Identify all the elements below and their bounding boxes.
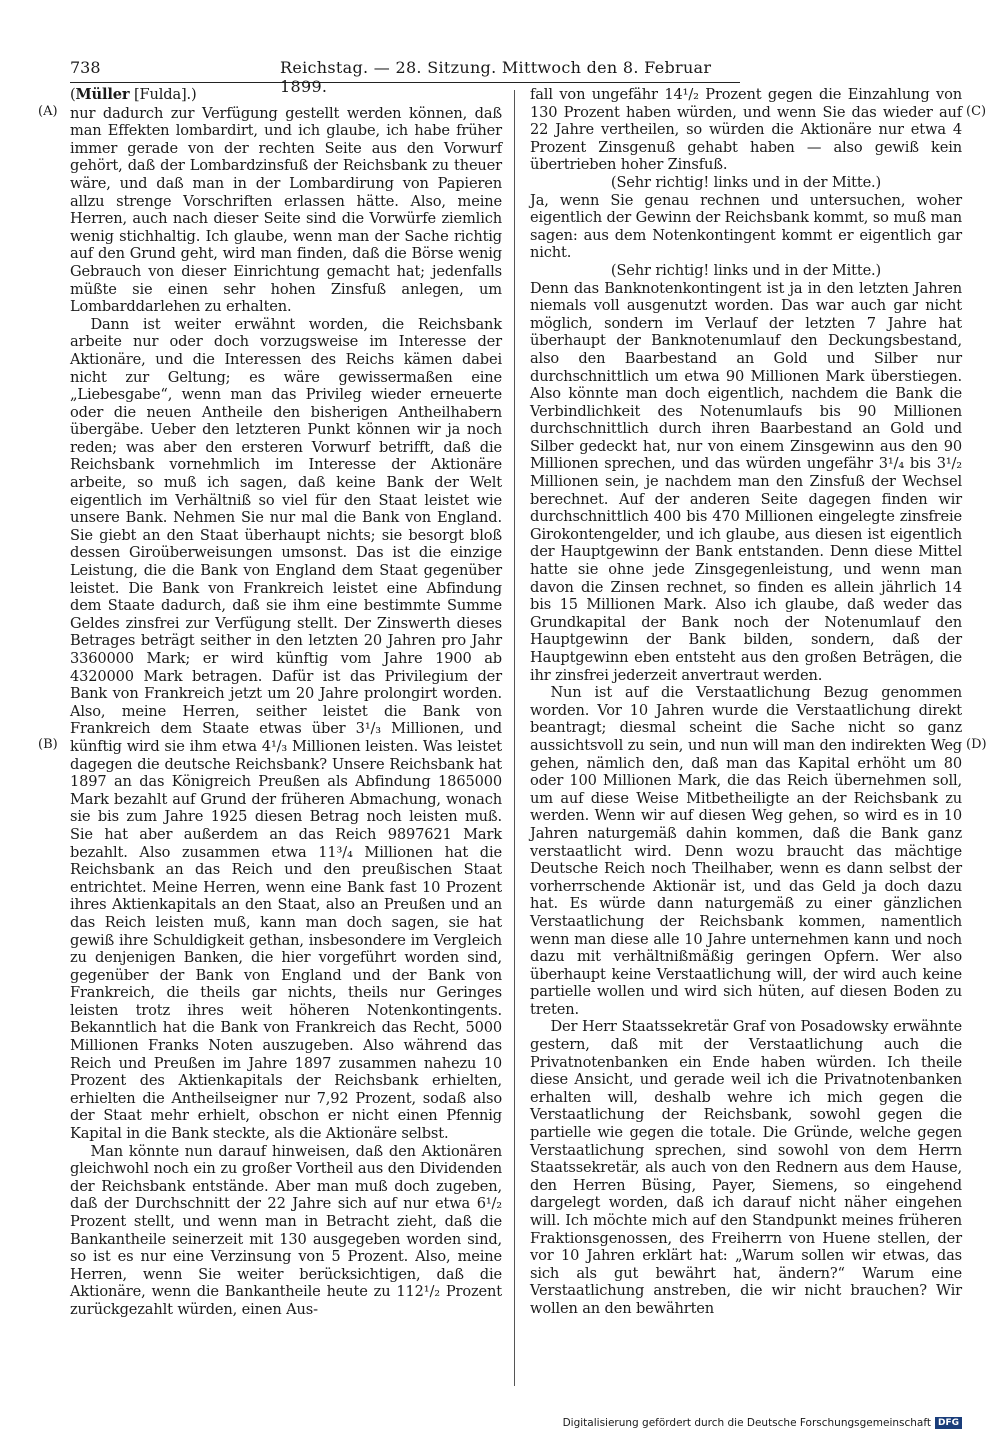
paragraph: fall von ungefähr 14¹/₂ Prozent gegen die Einzahlung von 130 Prozent haben würden, und wenn Sie das wieder auf 22 Jahre vertheilen, so würden die Aktionäre nur etwa 4 Prozent Zinsgenuß gehabt haben — also gewiß kein übertrieben hoher Zinsfuß.	[530, 86, 962, 174]
paragraph: Nun ist auf die Verstaatlichung Bezug genommen worden. Vor 10 Jahren wurde die Verstaatlichung direkt beantragt; diesmal scheint die Sache nicht so ganz aussichtsvoll zu sein, und nun will man den indirekten Weg gehen, nämlich den, daß man das Kapital erhöht um 80 oder 100 Millionen Mark, die das Reich übernehmen soll, um auf diese Weise Mitbetheiligte an der Reichsbank zu werden. Wenn wir auf diesen Weg gehen, so wird es in 10 Jahren naturgemäß dahin kommen, daß die Bank ganz verstaatlicht wird. Denn wozu braucht das mächtige Deutsche Reich noch Theilhaber, wenn es dann selbst der vorherrschende Aktionär ist, und das Geld ja doch dazu hat. Es würde dann naturgemäß zu einer gänzlichen Verstaatlichung der Reichsbank kommen, namentlich wenn man diese alle 10 Jahre unternehmen kann und noch dazu mit verhältnißmäßig geringen Opfern. Wer also überhaupt keine Verstaatlichung will, der wird auch keine partielle wollen und wird sich hüten, auf diesen Boden zu treten.	[530, 684, 962, 1018]
paragraph: Denn das Banknotenkontingent ist ja in den letzten Jahren niemals voll ausgenutzt worden. Das war auch gar nicht möglich, sondern im Verlauf der letzten 7 Jahre hat überhaupt der Banknotenumlauf den Deckungsbestand, also den Baarbestand an Gold und Silber nur durchschnittlich um etwa 90 Millionen Mark überstiegen. Also könnte man doch eigentlich, nachdem die Bank die Verbindlichkeit des Notenumlaufs bis 90 Millionen durchschnittlich durch ihren Baarbestand an Gold und Silber gedeckt hat, nur von einem Zinsgewinn aus den 90 Millionen sprechen, und das würden ungefähr 3¹/₄ bis 3¹/₂ Millionen sein, je nachdem man den Zinsfuß der Wechsel berechnet. Auf der anderen Seite dagegen finden wir durchschnittlich 400 bis 470 Millionen eingelegte zinsfreie Girokontengelder, und ich glaube, aus diesen ist eigentlich der Hauptgewinn der Bank entstanden. Denn diese Mittel hatte sie ohne jede Zinsgegenleistung, und wenn man davon die Zinsen rechnet, so finden es allein jährlich 14 bis 15 Millionen Mark. Also ich glaube, daß weder das Grundkapital der Bank noch der Notenumlauf den Hauptgewinn der Bank bilden, sondern, daß der Hauptgewinn eben entsteht aus den großen Beträgen, die ihr zinsfrei jederzeit anvertraut werden.	[530, 279, 962, 684]
paragraph: nur dadurch zur Verfügung gestellt werden können, daß man Effekten lombardirt, und ich glaube, ich habe früher immer gerade von der rechten Seite aus den Vorwurf gehört, daß der Lombardzinsfuß der Reichsbank zu theuer wäre, und daß man in der Lombardirung von Papieren allzu strenge Vorschriften erlassen hätte. Also, meine Herren, auch nach dieser Seite sind die Vorwürfe ziemlich wenig stichhaltig. Ich glaube, wenn man der Sache richtig auf den Grund geht, wird man finden, daß die Börse wenig Gebrauch von dieser Einrichtung gemacht hat; jedenfalls müßte sie einen sehr hohen Zinsfuß anlegen, um Lombarddarlehen zu erhalten.	[70, 104, 502, 316]
paragraph: Der Herr Staatssekretär Graf von Posadowsky erwähnte gestern, daß mit der Verstaatlichung auch die Privatnotenbanken ein Ende haben würden. Ich theile diese Ansicht, und gerade weil ich die Privatnotenbanken erhalten will, deshalb wehre ich mich gegen die Verstaatlichung der Reichsbank, sowohl gegen die partielle wie gegen die totale. Die Gründe, welche gegen Verstaatlichung sprechen, sind sowohl von dem Herrn Staatssekretär, als auch von den Rednern aus dem Hause, den Herren Büsing, Payer, Siemens, so eingehend dargelegt worden, daß ich darauf nicht näher eingehen will. Ich möchte mich auf den Standpunkt meines früheren Fraktionsgenossen, des Freiherrn von Huene stellen, der vor 10 Jahren erklärt hat: „Warum sollen wir etwas, das sich als gut bewährt hat, ändern?“ Warum eine Verstaatlichung anstreben, die wir nicht brauchen? Wir wollen an den bewährten	[530, 1018, 962, 1317]
right-paragraphs	[530, 86, 962, 1318]
speaker-line: (Müller [Fulda].)	[70, 86, 197, 103]
right-column	[530, 86, 962, 1318]
paragraph: Dann ist weiter erwähnt worden, die Reichsbank arbeite nur oder doch vorzugsweise im Interesse der Aktionäre, und die Interessen des Reichs kämen dabei nicht zur Geltung; es wäre gewissermaßen eine „Liebesgabe“, wenn man das Privileg wieder erneuerte oder die neuen Antheile den bisherigen Antheilhabern übergäbe. Ueber den letzteren Punkt können wir ja noch reden; was aber den ersteren Vorwurf betrifft, daß die Reichsbank vornehmlich im Interesse der Aktionäre arbeite, so muß ich sagen, daß keine Bank der Welt eigentlich im Verhältniß so viel für den Staat leistet wie unsere Bank. Nehmen Sie nur mal die Bank von England. Sie giebt an den Staat überhaupt nichts; sie besorgt bloß dessen Giroüberweisungen umsonst. Das ist die einzige Leistung, die die Bank von England dem Staat gegenüber leistet. Die Bank von Frankreich leistet eine Abfindung dem Staate dadurch, daß sie ihm eine bestimmte Summe Geldes zinsfrei zur Verfügung stellt. Der Zinswerth dieses Betrages beträgt seither in den letzten 20 Jahren pro Jahr 3360000 Mark; er wird künftig vom Jahre 1900 ab 4320000 Mark betragen. Dafür ist das Privilegium der Bank von Frankreich jetzt um 20 Jahre prolongirt worden. Also, meine Herren, seither leistet die Bank von Frankreich dem Staate etwas über 3¹/₃ Millionen, und künftig wird sie ihm etwa 4¹/₃ Millionen leisten. Was leistet dagegen die deutsche Reichsbank? Unsere Reichsbank hat 1897 an das Königreich Preußen als Abfindung 1865000 Mark bezahlt auf Grund der früheren Abmachung, wonach sie bis zum Jahre 1925 diesen Betrag noch leisten muß. Sie hat aber außerdem an das Reich 9897621 Mark bezahlt. Also zusammen etwa 11³/₄ Millionen hat die Reichsbank an das Reich und den preußischen Staat entrichtet. Meine Herren, wenn eine Bank fast 10 Prozent ihres Aktienkapitals an den Staat, also an Preußen und an das Reich leisten muß, kann man doch sagen, sie hat gewiß ihre Schuldigkeit gethan, insbesondere im Vergleich zu denjenigen Banken, die hier vorgeführt worden sind, gegenüber der Bank von England und der Bank von Frankreich, die theils gar nichts, theils nur Geringes leisten trotz ihres weit höheren Notenkontingents. Bekanntlich hat die Bank von Frankreich das Recht, 5000 Millionen Franks Noten auszugeben. Also während das Reich und Preußen im Jahre 1897 zusammen nahezu 10 Prozent des Aktienkapitals der Reichsbank erhielten, erhielten die Antheilseigner nur 7,92 Prozent, sodaß also der Staat mehr erhielt, obschon er nicht einen Pfennig Kapital in die Bank steckte, als die Aktionäre selbst.	[70, 315, 502, 1143]
column-divider	[514, 90, 515, 1386]
margin-mark-c: (C)	[966, 104, 987, 119]
left-paragraphs	[70, 105, 502, 1319]
paragraph: Ja, wenn Sie genau rechnen und untersuchen, woher eigentlich der Gewinn der Reichsbank kommt, so muß man sagen: aus dem Notenkontingent kommt er eigentlich gar nicht.	[530, 191, 962, 262]
dfg-logo: DFG	[935, 1417, 962, 1429]
margin-mark-a: (A)	[38, 104, 58, 119]
margin-mark-b: (B)	[38, 737, 58, 752]
footer-text: Digitalisierung gefördert durch die Deutsche Forschungsgemeinschaft	[562, 1417, 931, 1429]
paragraph: Man könnte nun darauf hinweisen, daß den Aktionären gleichwohl noch ein zu großer Vortheil aus den Dividenden der Reichsbank entstände. Aber man muß doch zugeben, daß der Durchschnitt der 22 Jahre sich auf nur etwa 6¹/₂ Prozent stellt, und wenn man in Betracht zieht, daß die Bankantheile seinerzeit mit 130 ausgegeben worden sind, so ist es nur eine Verzinsung von 5 Prozent. Also, meine Herren, wenn Sie weiter berücksichtigen, daß die Aktionäre, wenn die Bankantheile heute zu 112¹/₂ Prozent zurückgezahlt würden, einen Aus-	[70, 1142, 502, 1318]
margin-mark-d: (D)	[966, 737, 987, 752]
interjection: (Sehr richtig! links und in der Mitte.)	[610, 261, 882, 279]
interjection: (Sehr richtig! links und in der Mitte.)	[610, 173, 882, 191]
speaker-constituency: [Fulda].)	[133, 86, 197, 103]
speaker-name: Müller	[75, 86, 130, 103]
header-title: Reichstag. — 28. Sitzung. Mittwoch den 8. Februar 1899.	[280, 58, 712, 96]
digitization-footer	[563, 1417, 962, 1429]
page-number: 738	[70, 58, 101, 77]
left-column	[70, 86, 502, 1319]
